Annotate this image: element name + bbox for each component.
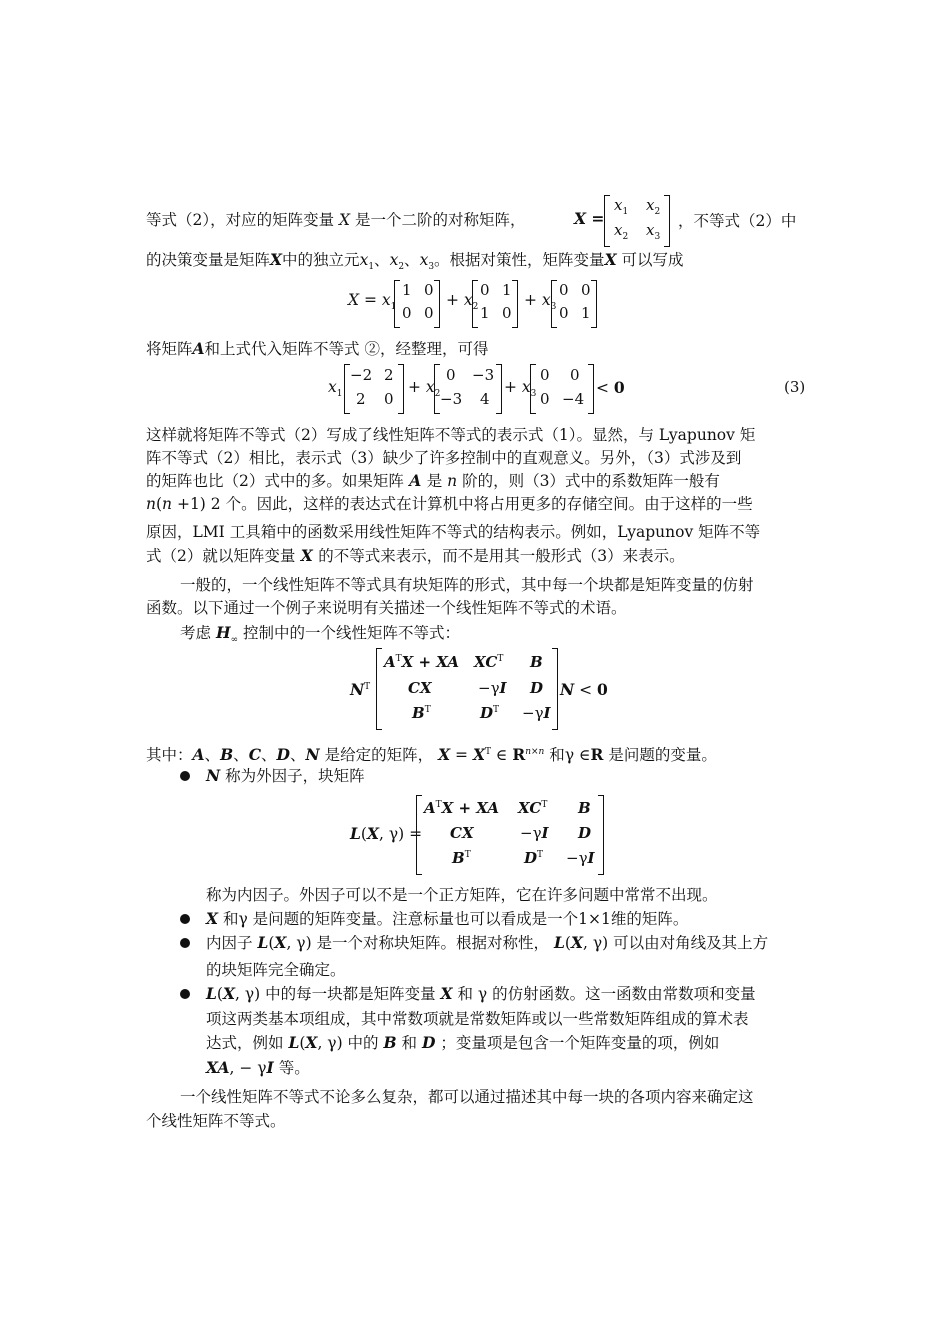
eq3: $x_1$ (328, 378, 343, 400)
para1-line1: 等式（2），对应的矩阵变量 X 是一个二阶的对称矩阵， (146, 211, 526, 229)
matrix-x-lhs: X = (574, 209, 605, 228)
bullet2: X 和γ 是问题的矩阵变量。注意标量也可以看成是一个1×1维的矩阵。 (206, 909, 689, 928)
bullet4-line3: 达式，例如 L(X, γ) 中的 B 和 D ；变量项是包含一个矩阵变量的项，例如 (206, 1033, 720, 1052)
where-line: 其中：A、B、C、D、N 是给定的矩阵， $X = X^T$ ∈ $R^{n\times n}$ 和γ ∈R 是问题的变量。 (146, 745, 717, 765)
bullet-dot (180, 914, 190, 924)
text: 是一个二阶的对称矩阵， (355, 211, 526, 229)
document-page: 等式（2），对应的矩阵变量 X 是一个二阶的对称矩阵， X = $x_1$ $x_2$ $x_2$ $x_3$ ，不等式（2）中 的决策变量是矩阵X中的独立元$x_1$、$x_2$、$x_3$。根据对策性，矩阵变量X 可以写成 $X = x_1$ 1 0 0 0 + $x_2$ 0 1 1 0 + $x_3$ 0 0 0 1 将矩阵A和上式代入矩阵不等式 ②，经整理，可得 $x_1$ −2 2 2 0 + $x_2$ 0 −3 −3 4 + $x_3$ 0 0 0 −4 < 0 (3) 这样就将矩阵不等式（2）写成了线性矩阵不等式的表示式（1）。显然，与 Lyapunov 矩 阵不等式（2）相比，表示式（3）缺少了许多控制中的直观意义。另外，（3）式涉及到 的矩阵也比（2）式中的多。如果矩阵 A 是 n 阶的，则（3）式中的系数矩阵一般有 n(n +1) 2 个。因此，这样的表达式在计算机中将占用更多的存储空间。由于这样的一些 原因，LMI 工具箱中的函数采用线性矩阵不等式的结构表示。例如，Lyapunov 矩阵不等 式（2）就以矩阵变量 X 的不等式来表示，而不是用其一般形式（3）来表示。 一般的，一个线性矩阵不等式具有块矩阵的形式，其中每一个块都是矩阵变量的仿射 函数。以下通过一个例子来说明有关描述一个线性矩阵不等式的术语。 考虑 $H_\infty$ 控制中的一个线性矩阵不等式： $N^T$ $A^TX$ + XA $XC^T$ B CX −γI D $B^T$ $D^T$ −γI N < 0 其中：A、B、C、D、N 是给定的矩阵， $X = X^T$ ∈ $R^{n\times n}$ 和γ ∈R 是问题的变量。 N 称为外因子，块矩阵 L(X, γ) = $A^TX$ + XA $XC^T$ B CX −γI D $B^T$ $D^T$ −γI 称为内因子。外因子可以不是一个正方矩阵，它在许多问题中常常不出现。 X 和γ 是问题的矩阵变量。注意标量也可以看成是一个1×1维的矩阵。 内因子 L(X, γ) 是一个对称块矩阵。根据对称性， L(X, γ) 可以由对角线及其上方 的块矩阵完全确定。 L(X, γ) 中的每一块都是矩阵变量 X 和 γ 的仿射函数。这一函数由常数项和变量 项这两类基本项组成，其中常数项就是常数矩阵或以一些常数矩阵组成的算术表 达式，例如 L(X, γ) 中的 B 和 D ；变量项是包含一个矩阵变量的项，例如 XA, − γI 等。 一个线性矩阵不等式不论多么复杂，都可以通过描述其中每一块的各项内容来确定这 个线性矩阵不等式。 (0, 0, 950, 1344)
bullet-dot (180, 938, 190, 948)
para4-line2: 函数。以下通过一个例子来说明有关描述一个线性矩阵不等式的术语。 (146, 599, 627, 617)
bullet1-cont: 称为内因子。外因子可以不是一个正方矩阵，它在许多问题中常常不出现。 (206, 886, 718, 904)
lmi-L: L(X, γ) = (350, 824, 423, 843)
para6-line1: 一个线性矩阵不等式不论多么复杂，都可以通过描述其中每一块的各项内容来确定这 (180, 1088, 754, 1106)
bullet3-line2: 的块矩阵完全确定。 (206, 961, 346, 979)
bullet-dot (180, 771, 190, 781)
bullet1: N 称为外因子，块矩阵 (206, 766, 365, 785)
bullet4-line1: L(X, γ) 中的每一块都是矩阵变量 X 和 γ 的仿射函数。这一函数由常数项和变量 (206, 984, 756, 1003)
lmi-nT: $N^T$ (350, 680, 371, 699)
eq-x-decomp: $X = x_1$ (348, 291, 397, 313)
para3-line4: n(n +1) 2 个。因此，这样的表达式在计算机中将占用更多的存储空间。由于这样的一些 (146, 495, 753, 513)
para6-line2: 个线性矩阵不等式。 (146, 1112, 286, 1130)
para3-line3: 的矩阵也比（2）式中的多。如果矩阵 A 是 n 阶的，则（3）式中的系数矩阵一般有 (146, 471, 720, 490)
para3-line5: 原因，LMI 工具箱中的函数采用线性矩阵不等式的结构表示。例如，Lyapunov 矩阵不等 (146, 523, 761, 541)
bullet4-line2: 项这两类基本项组成，其中常数项就是常数矩阵或以一些常数矩阵组成的算术表 (206, 1010, 749, 1028)
text: 等式（2），对应的矩阵变量 (146, 211, 335, 229)
bullet4-line4: XA, − γI 等。 (206, 1058, 310, 1077)
para5: 考虑 $H_\infty$ 控制中的一个线性矩阵不等式： (180, 623, 461, 646)
para1-line2: 的决策变量是矩阵X中的独立元$x_1$、$x_2$、$x_3$。根据对策性，矩阵变量X 可以写成 (146, 250, 684, 273)
equation-number: (3) (784, 378, 806, 396)
para3-line1: 这样就将矩阵不等式（2）写成了线性矩阵不等式的表示式（1）。显然，与 Lyapunov 矩 (146, 426, 756, 444)
para2: 将矩阵A和上式代入矩阵不等式 ②，经整理，可得 (146, 339, 489, 358)
bullet-dot (180, 989, 190, 999)
para3-line2: 阵不等式（2）相比，表示式（3）缺少了许多控制中的直观意义。另外，（3）式涉及到 (146, 449, 742, 467)
para4-line1: 一般的，一个线性矩阵不等式具有块矩阵的形式，其中每一个块都是矩阵变量的仿射 (180, 576, 754, 594)
para3-line6: 式（2）就以矩阵变量 X 的不等式来表示，而不是用其一般形式（3）来表示。 (146, 546, 685, 565)
bullet3-line1: 内因子 L(X, γ) 是一个对称块矩阵。根据对称性， L(X, γ) 可以由对角线及其上方 (206, 933, 769, 952)
para1-tail: ，不等式（2）中 (678, 212, 797, 230)
